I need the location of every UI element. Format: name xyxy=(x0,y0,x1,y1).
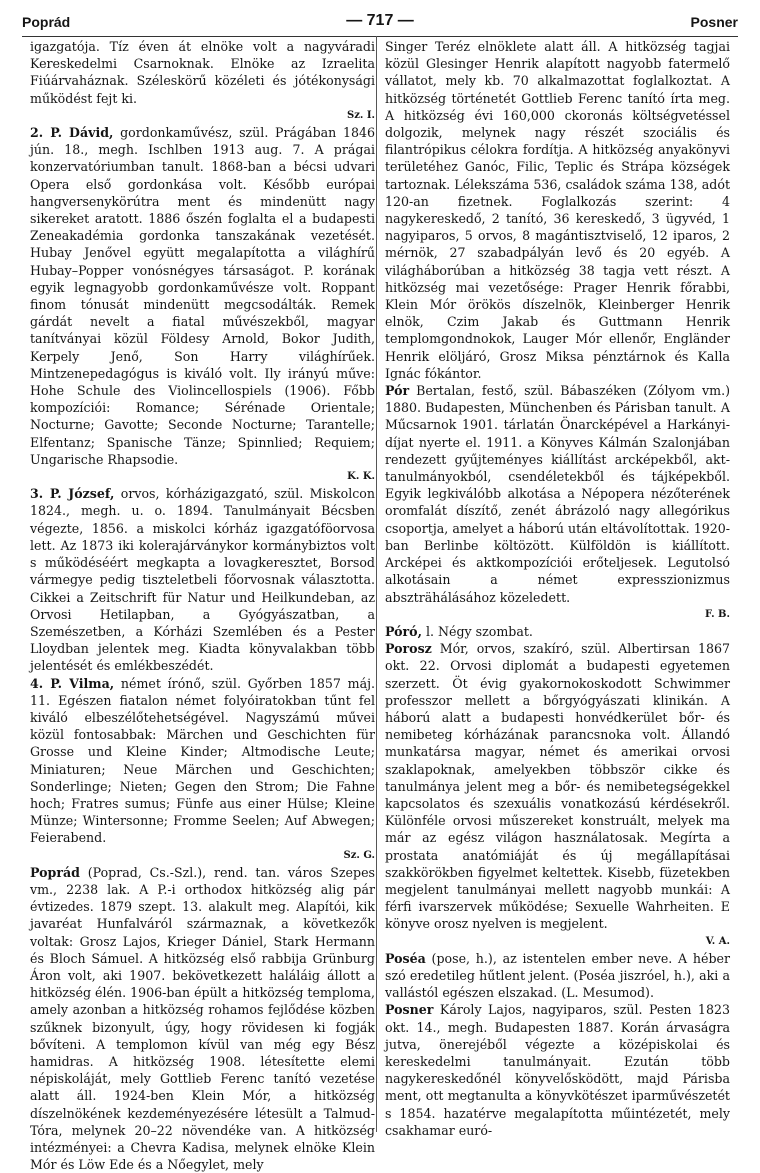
entry-headword: Poprád xyxy=(30,864,80,880)
author-signature: Sz. G. xyxy=(343,849,375,861)
entry-paragraph xyxy=(30,864,375,1173)
page-header xyxy=(22,12,738,34)
left-column xyxy=(30,38,376,1173)
entry-text: igazgatója. Tíz éven át elnöke volt a nagyváradi Kereskedelmi Csarnoknak. Elnöke az Izraelita Fiúárvaháznak. Széleskörű közéleti és jótékonysági működést fejt ki. xyxy=(30,39,375,106)
entry-paragraph xyxy=(385,1001,730,1139)
entry-text: (Poprad, Cs.-Szl.), rend. tan. város Szepes vm., 2238 lak. A P.-i orthodox hitközség alig pár évtizedes. 1879 szept. 13. alakult meg. Alapítói, kik javaréat Hunfalváról származnak, a következők voltak: Grosz Lajos, Krieger Dániel, Stark Hermann és Bloch Sámuel. A hitközség első rabbija Grünburg Áron volt, aki 1907. bekövetkezett haláláig állott a hitközség élén. 1906-ban épült a hitközség temploma, amely azonban a hitközség rohamos fejlődése közben szűknek bizonyult, úgy, hogy rövidesen ki fogják bővíteni. A templomon kívül van még egy Bész hamidras. A hitközség 1908. létesítette elemi népiskoláját, mely Gottlieb Ferenc tanító vezetése alatt áll. 1924-ben Klein Mór, a hitközség díszelnökének kezdeményezésére létesült a Talmud-Tóra, melynek 20–22 növendéke van. A hitközség intézményei: a Chevra Kadisa, melynek elnöke Klein Mór és Löw Ede és a Nőegylet, mely xyxy=(30,864,375,1173)
author-signature: V. A. xyxy=(705,935,730,947)
entry-paragraph xyxy=(30,485,375,674)
entry-text: l. Négy szombat. xyxy=(421,623,533,639)
entry-paragraph xyxy=(30,675,375,847)
column-divider xyxy=(376,36,377,1132)
entry-text: Mór, orvos, szakíró, szül. Albertirsan 1867 okt. 22. Orvosi diplomát a budapesti egyetemen szerzett. Öt évig gyakornokoskodott Schwimmer professzor mellett a bőrgyógyászati klinikán. A háború alatt a budapesti honvédkerület bőr- és nemibeteg kórházának parancsnoka volt. Állandó munkatársa magyar, német és amerikai orvosi szaklapoknak, amelyekben többször cikke és tanulmánya jelent meg a bőr- és nemibetegségekkel kapcsolatos és szexuális vonatkozású kérdésekről. Különféle orvosi műszereket konstruált, melyek ma már az egész világon használatosak. Megírta a prostata anatómiáját és új megállapításai szakkörökben figyelmet keltettek. Kisebb, füzetekben megjelent tanulmányai mellett nagyobb munkái: A férfi ivarszervek működése; Sexuelle Wahrheiten. E könyve orosz nyelven is megjelent. xyxy=(385,641,730,932)
entry-headword: 2. P. Dávid, xyxy=(30,125,114,141)
entry-paragraph xyxy=(30,38,375,107)
entry-paragraph xyxy=(385,382,730,606)
running-head-right: Posner xyxy=(690,14,738,30)
author-signature: F. B. xyxy=(705,608,730,620)
entry-text: (pose, h.), az istentelen ember neve. A héber szó eredetileg hűtlent jelent. (Poséa jiszróel, h.), aki a vallástól egészen elszakad. (L. Mesumod). xyxy=(385,950,730,1001)
entry-paragraph xyxy=(30,124,375,468)
author-signature: K. K. xyxy=(347,471,375,483)
entry-headword: Porosz xyxy=(385,641,432,657)
entry-text: Károly Lajos, nagyiparos, szül. Pesten 1823 okt. 14., megh. Budapesten 1887. Korán árvaságra jutva, önerejéből végezte a középiskolai és kereskedelmi tanulmányait. Ezután több nagykereskedőnél könyvelősködött, majd Párisba ment, ott megtanulta a könyvkötészet iparművészetét s 1854. hazatérve megalapította műintézetét, mely csakhamar euró- xyxy=(385,1002,730,1138)
page-number: — 717 — xyxy=(346,12,414,29)
entry-paragraph xyxy=(385,38,730,382)
entry-headword: Poséa xyxy=(385,950,426,966)
entry-headword: Póró, xyxy=(385,623,422,639)
entry-paragraph xyxy=(385,640,730,932)
entry-headword: 3. P. József, xyxy=(30,486,115,502)
author-signature: Sz. I. xyxy=(346,109,375,121)
entry-headword: Pór xyxy=(385,383,410,399)
entry-text: orvos, kórházigazgató, szül. Miskolcon 1824., megh. u. o. 1894. Tanulmányait Bécsben végezte, 1856. a miskolci kórház igazgatóföorvosa lett. Az 1873 iki kolerajárványkor kormánybiztos volt s működéséért megkapta a lovagkeresztet, Borsod vármegye pedig tiszteletbeli főorvosnak választotta. Cikkei a Zeitschrift für Natur und Heilkundeban, az Orvosi Hetilapban, a Gyógyászatban, a Szemészetben, a Kórházi Szemlében és a Pester Lloydban jelentek meg. Kiadta könyvalakban több jelentését és emlékbeszédét. xyxy=(30,486,375,674)
entry-headword: Posner xyxy=(385,1002,434,1018)
entry-paragraph xyxy=(385,623,730,640)
right-column xyxy=(385,38,730,1138)
running-head-left: Poprád xyxy=(22,14,71,30)
header-rule xyxy=(22,36,738,37)
entry-headword: 4. P. Vilma, xyxy=(30,675,115,691)
entry-text: német írónő, szül. Győrben 1857 máj. 11. Egészen fiatalon német folyóiratokban tűnt fel kiváló elbeszélőtehetségével. Nagyszámú művei közül fontosabbak: Märchen und Geschichten für Grosse und Kleine Kinder; Altmodische Leute; Miniaturen; Neue Märchen und Geschichten; Sonderlinge; Nieten; Gegen den Strom; Die Fahne hoch; Fratres sumus; Fünfe aus einer Hülse; Kleine Münze; Wintersonne; Fromme Seelen; Auf Abwegen; Feierabend. xyxy=(30,675,375,846)
entry-text: Singer Teréz elnöklete alatt áll. A hitközség tagjai közül Glesinger Henrik alapított nagyobb fatermelő vállatot, mely kb. 70 alkalmazottat foglalkoztat. A hitközség történetét Gottlieb Ferenc tanító írta meg. A hitközség évi 160,000 ckoronás költségvetéssel dolgozik, melynek nagy részét szociális és filantrópikus célokra fordítja. A hitközség anyakönyvi területéhez Ganóc, Filic, Teplic és Strápa községek tartoznak. Lélekszáma 536, családok száma 138, adót 120-an fizetnek. Foglalkozás szerint: 4 nagykereskedő, 2 tanító, 36 kereskedő, 3 ügyvéd, 1 nagyiparos, 5 orvos, 8 magántisztviselő, 12 iparos, 2 mérnök, 27 szabadpályán levő és 20 egyéb. A világháborúban a hitközség 38 tagja vett részt. A hitközség mai vezetősége: Prager Henrik főrabbi, Klein Mór örökös díszelnök, Kleinberger Henrik elnök, Czim Jakab és Guttmann Henrik templomgondnokok, Lauger Mór ellenőr, Engländer Henrik elöljáró, Grosz Miksa pénztárnok és Kalla Ignác fókántor. xyxy=(385,39,730,381)
entry-text: Bertalan, festő, szül. Bábaszéken (Zólyom vm.) 1880. Budapesten, Münchenben és Párisban tanult. A Műcsarnok 1901. tárlatán Önarcképével a Harkányi-díjat nyerte el. 1911. a Könyves Kálmán Szalonjában rendezett gyűjteményes kiállítást arcképekből, akt-tanulmányokból, csendéletekből és tájképekből. Egyik legkiválóbb alkotása a Népopera nézőterének oromfalát díszítő, zenét ábrázoló nagy allegórikus csoportja, amelyet a háború után eltávolítottak. 1920-ban Berlinbe költözött. Külföldön is kiállított. Arcképei és aktkompozíciói erőteljesek. Legutolsó alkotásain a német expresszionizmus abszträhálásához közeledett. xyxy=(385,383,730,605)
entry-paragraph xyxy=(385,950,730,1002)
entry-text: gordonkaművész, szül. Prágában 1846 jún. 18., megh. Ischlben 1913 aug. 7. A prágai konzervatóriumban tanult. 1868-ban a bécsi udvari Opera első gordonkása volt. Később európai hangversenykörútra ment és mindenütt nagy sikereket aratott. 1886 őszén foglalta el a budapesti Zeneakadémia gordonka tanszakának vezetését. Hubay Jenővel együtt megalapította a világhírű Hubay–Popper vonósnégyes társaságot. P. korának egyik legnagyobb gordonkaművésze volt. Roppant finom tónusát mindenütt megcsodálták. Remek gárdát nevelt a fiatal művészekből, magyar tanítványai közül Földesy Arnold, Bokor Judith, Kerpely Jenő, Son Harry világhírűek. Mintzenepedagógus is kiváló volt. Ily irányú műve: Hohe Schule des Violincellospiels (1906). Főbb kompozíciói: Romance; Sérénade Orientale; Nocturne; Gavotte; Seconde Nocturne; Tarantelle; Elfentanz; Spanische Tänze; Spinnlied; Requiem; Ungarische Rhapsodie. xyxy=(30,125,376,467)
